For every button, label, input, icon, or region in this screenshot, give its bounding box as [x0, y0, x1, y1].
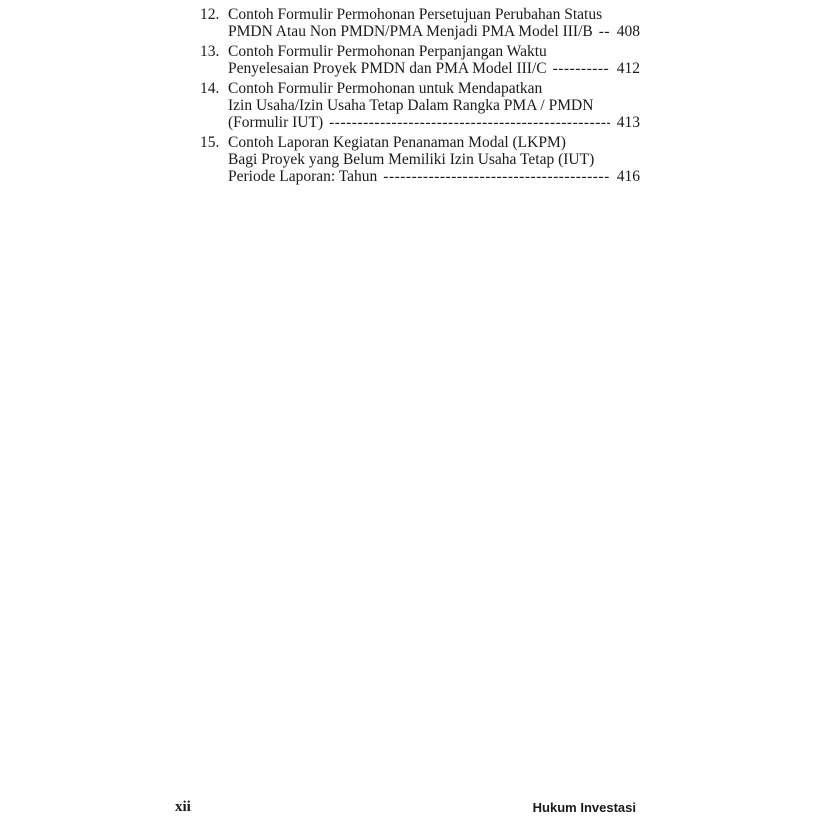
toc-entry-title: Penyelesaian Proyek PMDN dan PMA Model III/C	[228, 60, 547, 77]
toc-entry-line	[200, 80, 640, 97]
toc-entry-number: 12.	[200, 6, 220, 23]
toc-entry-line	[200, 151, 640, 168]
toc-entry-title: Periode Laporan: Tahun	[228, 168, 378, 185]
toc-page-number: 408	[616, 23, 640, 40]
toc-entry-15[interactable]	[200, 134, 640, 185]
dot-leader	[553, 60, 610, 77]
dot-leader	[383, 168, 610, 185]
toc-entry-line	[200, 168, 640, 185]
toc-page-number: 413	[616, 114, 640, 131]
toc-entry-title: Contoh Formulir Permohonan Perpanjangan Waktu	[228, 43, 547, 60]
toc-entry-line	[200, 60, 640, 77]
toc-entry-12[interactable]	[200, 6, 640, 40]
toc-entry-title: Bagi Proyek yang Belum Memiliki Izin Usaha Tetap (IUT)	[228, 151, 595, 168]
toc-entry-number: 13.	[200, 43, 220, 60]
toc-entry-title: Contoh Formulir Permohonan untuk Mendapatkan	[228, 80, 543, 97]
toc-entry-line	[200, 23, 640, 40]
toc-entry-13[interactable]	[200, 43, 640, 77]
toc-entry-number: 14.	[200, 80, 220, 97]
toc-entry-title: Contoh Laporan Kegiatan Penanaman Modal (LKPM)	[228, 134, 566, 151]
table-of-contents	[200, 6, 640, 188]
toc-entry-line	[200, 97, 640, 114]
toc-page-number: 416	[616, 168, 640, 185]
footer-page-number: xii	[175, 799, 191, 815]
dot-leader	[599, 23, 610, 40]
toc-entry-line	[200, 6, 640, 23]
toc-entry-line	[200, 134, 640, 151]
dot-leader	[329, 114, 610, 131]
toc-entry-title: PMDN Atau Non PMDN/PMA Menjadi PMA Model III/B	[228, 23, 593, 40]
toc-entry-14[interactable]	[200, 80, 640, 131]
toc-entry-line	[200, 114, 640, 131]
footer-book-title: Hukum Investasi	[532, 800, 636, 815]
toc-entry-line	[200, 43, 640, 60]
toc-entry-title: Izin Usaha/Izin Usaha Tetap Dalam Rangka PMA / PMDN	[228, 97, 594, 114]
toc-entry-title: (Formulir IUT)	[228, 114, 324, 131]
toc-entry-number: 15.	[200, 134, 220, 151]
toc-page-number: 412	[616, 60, 640, 77]
toc-entry-title: Contoh Formulir Permohonan Persetujuan Perubahan Status	[228, 6, 603, 23]
